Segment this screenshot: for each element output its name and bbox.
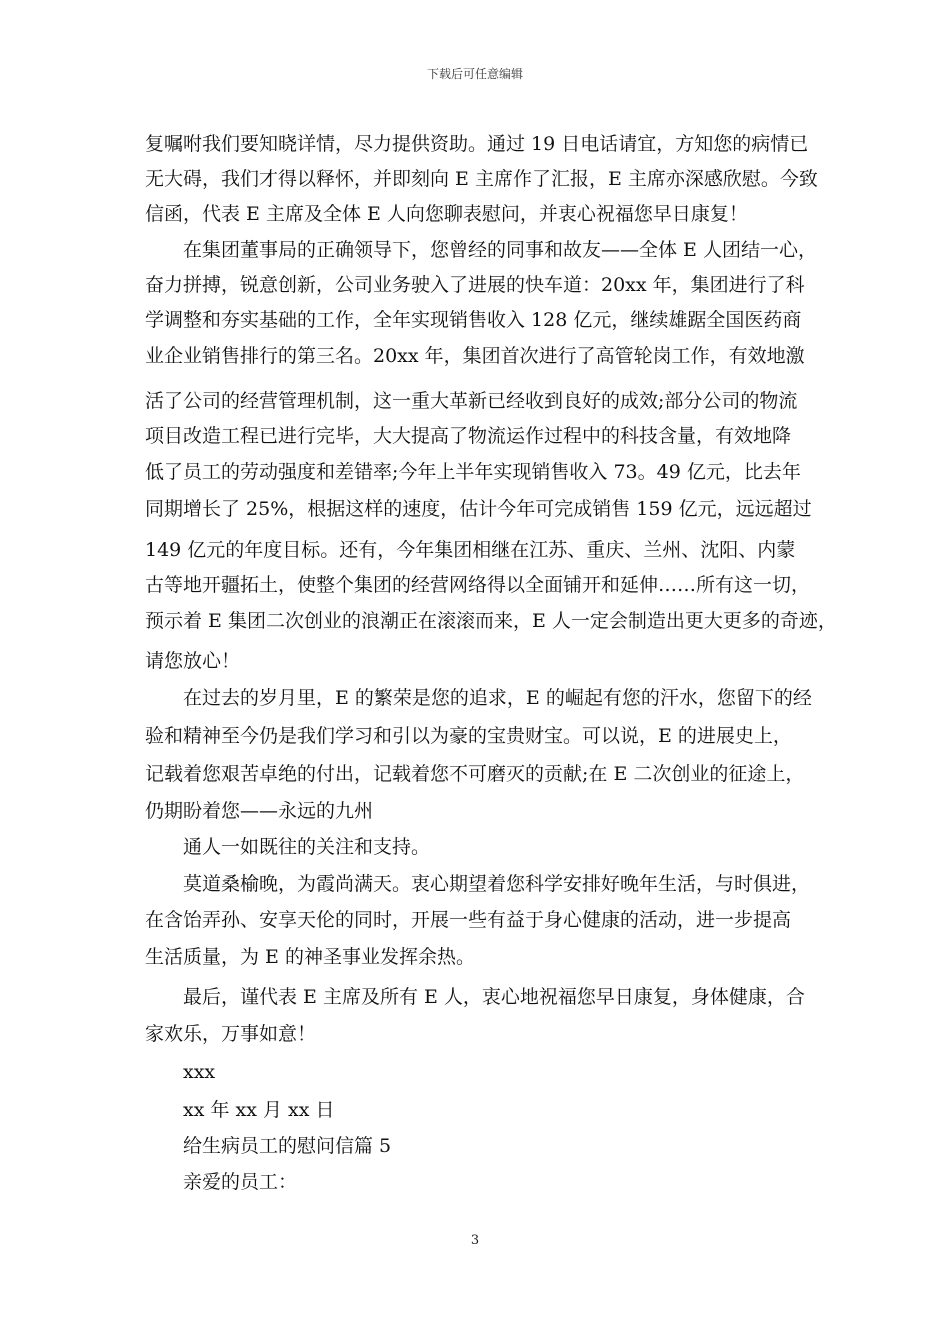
text-line: 复嘱咐我们要知晓详情，尽力提供资助。通过 19 日电话请宜，方知您的病情已 <box>145 133 809 155</box>
text-line: 学调整和夯实基础的工作，全年实现销售收入 128 亿元，继续雄踞全国医药商 <box>145 309 802 331</box>
text-line: 低了员工的劳动强度和差错率;今年上半年实现销售收入 73。49 亿元，比去年 <box>145 461 801 483</box>
text-line: 请您放心！ <box>145 650 241 672</box>
section-title: 给生病员工的慰问信篇 5 <box>183 1135 392 1157</box>
text-line: 奋力拼搏，锐意创新，公司业务驶入了进展的快车道：20xx 年，集团进行了科 <box>145 274 805 296</box>
text-line: 149 亿元的年度目标。还有，今年集团相继在江苏、重庆、兰州、沈阳、内蒙 <box>145 539 796 561</box>
text-line: 家欢乐，万事如意！ <box>145 1023 317 1045</box>
text-line: 在含饴弄孙、安享天伦的同时，开展一些有益于身心健康的活动，进一步提高 <box>145 909 792 931</box>
text-line: 记载着您艰苦卓绝的付出，记载着您不可磨灭的贡献;在 E 二次创业的征途上， <box>145 763 805 785</box>
paragraph-start-line: 在集团董事局的正确领导下，您曾经的同事和故友——全体 E 人团结一心， <box>183 239 817 261</box>
text-line: 仍期盼着您——永远的九州 <box>145 800 374 822</box>
text-line: 预示着 E 集团二次创业的浪潮正在滚滚而来，E 人一定会制造出更大更多的奇迹， <box>145 610 837 632</box>
page-header: 下载后可任意编辑 <box>426 67 523 81</box>
signature-name: xxx <box>183 1061 216 1083</box>
text-line: 活了公司的经营管理机制，这一重大革新已经收到良好的成效;部分公司的物流 <box>145 390 798 412</box>
text-line: 项目改造工程已进行完毕，大大提高了物流运作过程中的科技含量，有效地降 <box>145 425 792 447</box>
paragraph-start-line: 在过去的岁月里，E 的繁荣是您的追求，E 的崛起有您的汗水，您留下的经 <box>183 687 812 709</box>
paragraph-start-line: 通人一如既往的关注和支持。 <box>183 836 431 858</box>
text-line: 同期增长了 25%，根据这样的速度，估计今年可完成销售 159 亿元，远远超过 <box>145 498 812 520</box>
page-number: 3 <box>470 1233 480 1248</box>
text-line: 无大碍，我们才得以释怀，并即刻向 E 主席作了汇报，E 主席亦深感欣慰。今致 <box>145 168 818 190</box>
text-line: 信函，代表 E 主席及全体 E 人向您聊表慰问，并衷心祝福您早日康复！ <box>145 203 748 225</box>
text-line: 业企业销售排行的第三名。20xx 年，集团首次进行了高管轮岗工作，有效地激 <box>145 345 805 367</box>
text-line: 验和精神至今仍是我们学习和引以为豪的宝贵财宝。可以说，E 的进展史上， <box>145 725 792 747</box>
salutation: 亲爱的员工： <box>183 1171 298 1193</box>
text-line: 古等地开疆拓土，使整个集团的经营网络得以全面铺开和延伸……所有这一切， <box>145 574 811 596</box>
paragraph-start-line: 最后，谨代表 E 主席及所有 E 人，衷心地祝福您早日康复，身体健康，合 <box>183 986 805 1008</box>
text-line: 生活质量，为 E 的神圣事业发挥余热。 <box>145 946 475 968</box>
signature-date: xx 年 xx 月 xx 日 <box>183 1099 335 1121</box>
paragraph-start-line: 莫道桑榆晚，为霞尚满天。衷心期望着您科学安排好晚年生活，与时俱进， <box>183 873 811 895</box>
